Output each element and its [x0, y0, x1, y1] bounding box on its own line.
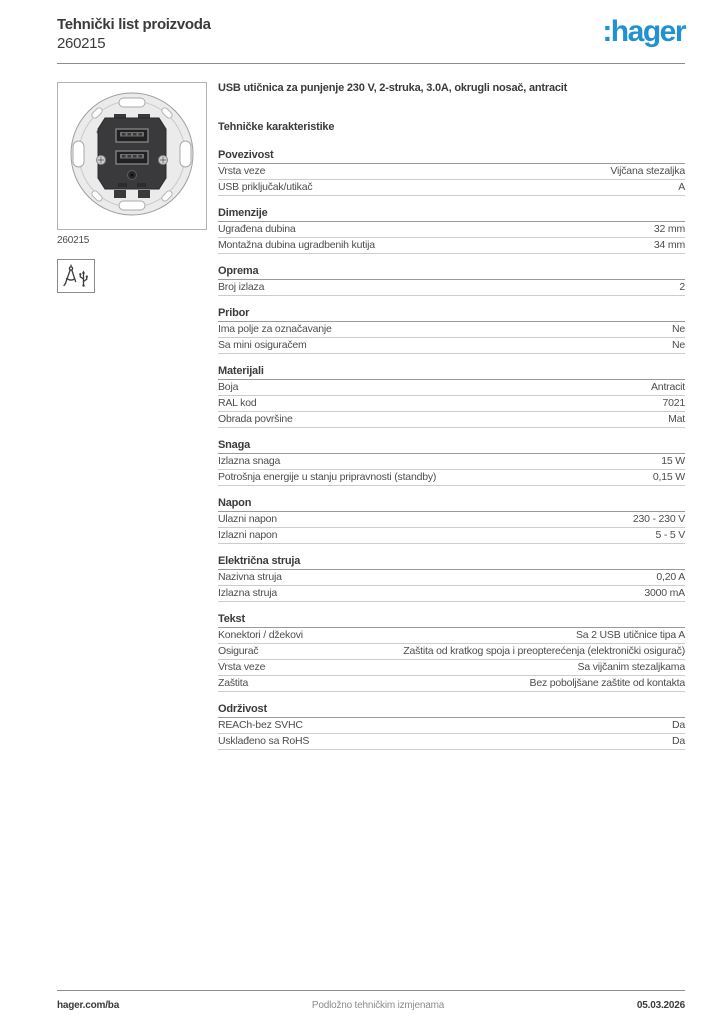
header-divider — [57, 63, 685, 64]
spec-group-title: Povezivost — [218, 149, 685, 164]
spec-row — [218, 222, 685, 238]
spec-row-label: Potrošnja energije u stanju pripravnosti (standby) — [218, 471, 437, 483]
spec-row — [218, 644, 685, 660]
spec-row — [218, 718, 685, 734]
spec-row — [218, 338, 685, 354]
spec-row-label: Ima polje za označavanje — [218, 323, 332, 335]
spec-row-label: Obrada površine — [218, 413, 293, 425]
spec-row — [218, 180, 685, 196]
spec-row-value: Ne — [671, 323, 685, 335]
spec-row-label: Nazivna struja — [218, 571, 282, 583]
spec-group — [218, 307, 685, 354]
spec-group-title: Dimenzije — [218, 207, 685, 222]
spec-row-label: Izlazni napon — [218, 529, 278, 541]
spec-row-value: Zaštita od kratkog spoja i preopterećenja (elektronički osigurač) — [403, 645, 685, 657]
spec-row-value: 32 mm — [653, 223, 685, 235]
spec-row-label: Izlazna snaga — [218, 455, 281, 467]
spec-group — [218, 555, 685, 602]
spec-row — [218, 528, 685, 544]
spec-row — [218, 734, 685, 750]
spec-row-value: Bez poboljšane zaštite od kontakta — [529, 677, 685, 689]
spec-row-value: 0,15 W — [652, 471, 685, 483]
footer-divider — [57, 990, 685, 991]
spec-row-value: Vijčana stezaljka — [610, 165, 685, 177]
spec-row-value: A — [678, 181, 685, 193]
footer-row — [57, 1000, 685, 1011]
spec-row-label: Usklađeno sa RoHS — [218, 735, 310, 747]
content — [57, 82, 685, 761]
spec-row-value: Sa vijčanim stezaljkama — [577, 661, 685, 673]
spec-group — [218, 365, 685, 428]
spec-group-title: Oprema — [218, 265, 685, 280]
dimension-drawing-button[interactable] — [57, 259, 95, 293]
spec-row-label: REACh-bez SVHC — [218, 719, 303, 731]
spec-row-label: Izlazna struja — [218, 587, 278, 599]
spec-row-value: Da — [671, 719, 685, 731]
spec-row-value: 7021 — [662, 397, 685, 409]
spec-group-title: Materijali — [218, 365, 685, 380]
spec-row-label: Osigurač — [218, 645, 259, 657]
spec-row-label: Ugrađena dubina — [218, 223, 296, 235]
spec-row-value: Ne — [671, 339, 685, 351]
spec-row-label: Sa mini osiguračem — [218, 339, 307, 351]
spec-row — [218, 454, 685, 470]
spec-row-label: Montažna dubina ugradbenih kutija — [218, 239, 375, 251]
spec-row — [218, 628, 685, 644]
spec-column — [218, 82, 685, 761]
spec-group — [218, 439, 685, 486]
spec-row-value: 3000 mA — [644, 587, 685, 599]
header — [57, 15, 685, 53]
document-product-code: 260215 — [57, 35, 106, 52]
spec-row — [218, 322, 685, 338]
spec-row-value: 0,20 A — [656, 571, 685, 583]
spec-group — [218, 149, 685, 196]
spec-row-value: 230 - 230 V — [632, 513, 685, 525]
spec-row-value: 34 mm — [653, 239, 685, 251]
footer-website-link[interactable]: hager.com/ba — [57, 1000, 120, 1011]
product-photo — [58, 83, 206, 229]
spec-group — [218, 265, 685, 296]
spec-group-title: Tekst — [218, 613, 685, 628]
spec-row — [218, 676, 685, 692]
spec-row — [218, 512, 685, 528]
spec-row — [218, 660, 685, 676]
spec-row-value: 2 — [679, 281, 685, 293]
footer-date: 05.03.2026 — [636, 1000, 685, 1011]
spec-row — [218, 412, 685, 428]
spec-group — [218, 703, 685, 750]
spec-table — [218, 149, 685, 750]
spec-row — [218, 238, 685, 254]
spec-row-label: Broj izlaza — [218, 281, 265, 293]
hager-logo: :hager — [602, 15, 685, 48]
spec-row — [218, 570, 685, 586]
footer-disclaimer: Podložno tehničkim izmjenama — [311, 1000, 445, 1011]
spec-group-title: Električna struja — [218, 555, 685, 570]
product-media-column — [57, 82, 207, 761]
spec-row-label: Konektori / džekovi — [218, 629, 303, 641]
spec-row-label: RAL kod — [218, 397, 257, 409]
footer — [57, 990, 685, 1011]
spec-row-label: Ulazni napon — [218, 513, 277, 525]
spec-group — [218, 613, 685, 692]
spec-row-value: Mat — [668, 413, 685, 425]
product-image-frame — [57, 82, 207, 230]
spec-row-value: Sa 2 USB utičnice tipa A — [575, 629, 685, 641]
header-text — [57, 15, 211, 53]
section-heading: Tehničke karakteristike — [218, 121, 335, 133]
spec-row — [218, 380, 685, 396]
product-title: USB utičnica za punjenje 230 V, 2-struka, 3.0A, okrugli nosač, antracit — [218, 82, 568, 94]
spec-row — [218, 164, 685, 180]
spec-group-title: Napon — [218, 497, 685, 512]
spec-group-title: Održivost — [218, 703, 685, 718]
spec-row-label: Vrsta veze — [218, 661, 266, 673]
spec-group-title: Snaga — [218, 439, 685, 454]
spec-row — [218, 280, 685, 296]
spec-row-value: Da — [671, 735, 685, 747]
spec-row-label: Vrsta veze — [218, 165, 266, 177]
spec-row-value: 15 W — [661, 455, 685, 467]
spec-group — [218, 497, 685, 544]
spec-row-label: Boja — [218, 381, 239, 393]
spec-row-value: 5 - 5 V — [655, 529, 685, 541]
spec-row-label: USB priključak/utikač — [218, 181, 313, 193]
spec-row — [218, 586, 685, 602]
product-image-caption: 260215 — [57, 235, 90, 246]
spec-row-label: Zaštita — [218, 677, 249, 689]
spec-row-value: Antracit — [651, 381, 685, 393]
document-title: Tehnički list proizvoda — [57, 16, 211, 33]
spec-group-title: Pribor — [218, 307, 685, 322]
compass-usb-icon — [62, 264, 90, 288]
spec-row — [218, 396, 685, 412]
spec-row — [218, 470, 685, 486]
spec-group — [218, 207, 685, 254]
